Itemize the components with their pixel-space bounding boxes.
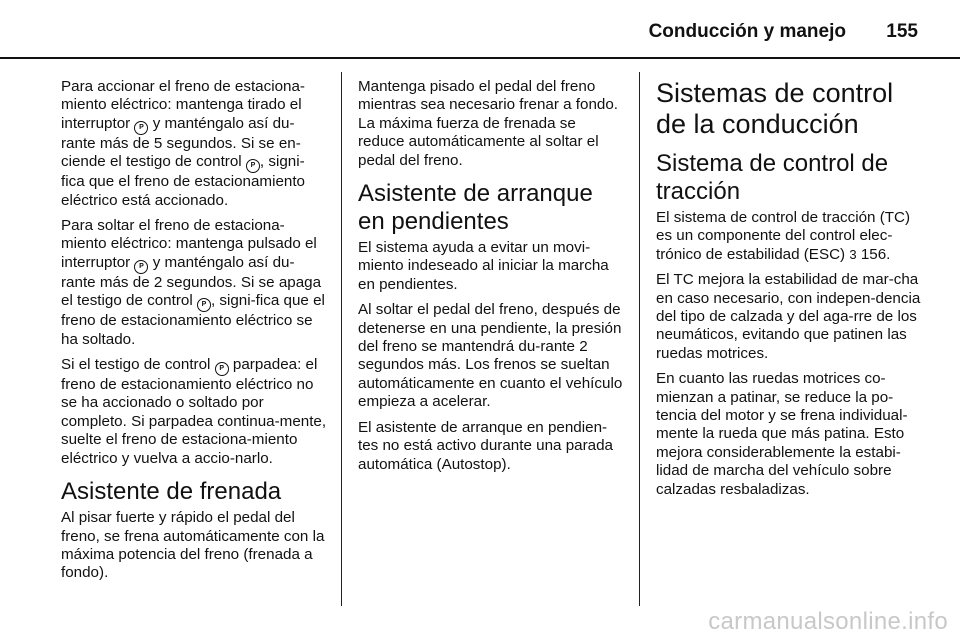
paragraph-tc-stability: El TC mejora la estabilidad de mar-cha en caso necesario, con indepen-dencia del tipo de calzada y del aga-rre de los neumáticos, evitando que patinen las ruedas motrices. (656, 271, 921, 362)
page-reference-link[interactable]: 156. (860, 245, 891, 263)
parking-brake-indicator-icon: P (197, 298, 211, 312)
paragraph-indicator-flashes: Si el testigo de control P parpadea: el freno de estacionamiento eléctrico no se ha accionado o soltado por completo. Si parpadea continua-mente, suelte el freno de estaciona-miento eléctrico y vuelva a accio-narlo. (61, 356, 327, 467)
page-number: 155 (886, 21, 918, 42)
section-title: Conducción y manejo (648, 21, 846, 42)
heading-traction-control: Sistema de control de tracción (656, 150, 889, 205)
paragraph-tc-intro: El sistema de control de tracción (TC) es un componente del control elec-trónico de estabilidad (ESC) 3 156. (656, 209, 911, 263)
page-header (0, 0, 960, 56)
paragraph-tc-wheelspin: En cuanto las ruedas motrices co-mienzan a patinar, se reduce la po-tencia del motor y se frena individual-mente la rueda que más patina. Esto mejora considerablemente la estabi-lidad de marcha del vehículo sobre calzadas resbaladizas. (656, 370, 908, 498)
header-rule (0, 57, 960, 59)
watermark: carmanualsonline.info (708, 608, 948, 635)
cross-reference-arrow-icon: 3 (849, 246, 857, 262)
paragraph-hill-start-3: El asistente de arranque en pendien-tes no está activo durante una parada automática (Autostop). (358, 418, 613, 473)
paragraph-hill-start-1: El sistema ayuda a evitar un movi-miento indeseado al iniciar la marcha en pendientes. (358, 239, 609, 293)
column-divider-1 (341, 72, 342, 606)
heading-driving-control-systems: Sistemas de control de la conducción (656, 78, 894, 139)
paragraph-release-brake: Para soltar el freno de estaciona-miento eléctrico: mantenga pulsado el interruptor P y manténgalo así du-rante más de 2 segundos. Si se apaga el testigo de control P , signi-fica que el freno de estacionamiento eléctrico se ha soltado. (61, 217, 325, 348)
paragraph-apply-brake: Para accionar el freno de estaciona-miento eléctrico: mantenga tirado el interruptor P y manténgalo así du-rante más de 5 segundos. Si se en-ciende el testigo de control P , signi-fica que el freno de estacionamiento eléctrico está accionado. (61, 78, 306, 209)
column-1 (61, 78, 327, 590)
column-2 (358, 78, 624, 481)
parking-brake-indicator-icon: P (134, 121, 148, 135)
parking-brake-indicator-icon: P (246, 159, 260, 173)
heading-hill-start-assist: Asistente de arranque en pendientes (358, 180, 593, 236)
parking-brake-indicator-icon: P (134, 260, 148, 274)
paragraph-brake-assist: Al pisar fuerte y rápido el pedal del freno, se frena automáticamente con la máxima potencia del freno (frenada a fondo). (61, 509, 325, 582)
paragraph-hold-pedal: Mantenga pisado el pedal del freno mientras sea necesario frenar a fondo. La máxima fuerza de frenada se reduce automáticamente al soltar el pedal del freno. (358, 78, 619, 169)
parking-brake-indicator-icon: P (215, 362, 229, 376)
paragraph-hill-start-2: Al soltar el pedal del freno, después de detenerse en una pendiente, la presión del freno se mantendrá du-rante 2 segundos más. Los frenos se sueltan automáticamente en cuanto el vehículo empieza a acelerar. (358, 301, 623, 411)
heading-brake-assist: Asistente de frenada (61, 478, 282, 506)
column-3 (656, 78, 924, 506)
column-divider-2 (639, 72, 640, 606)
